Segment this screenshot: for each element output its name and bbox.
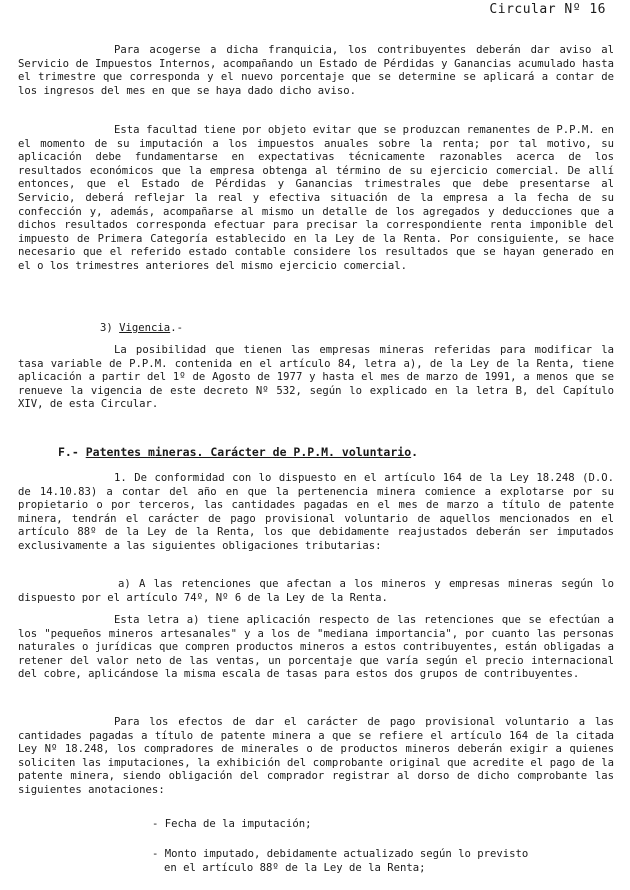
circular-header: Circular Nº 16 (489, 2, 606, 17)
section-label: F.- (58, 445, 79, 459)
paragraph-retenciones (18, 578, 614, 605)
bullet-monto (152, 848, 612, 875)
paragraph-text: La posibilidad que tienen las empresas mineras referidas para modificar la tasa variable de P.P.M. contenida en el artículo 84, letra a), de la Ley de la Renta, tiene aplicación a partir del 1º de Agosto de 1977 y hasta el mes de marzo de 1991, a menos que se renueve la vigencia de este decreto Nº 532, según lo explicado en la letra B, del Capítulo XIV, de esta Circular. (18, 344, 614, 411)
paragraph-text: 1. De conformidad con lo dispuesto en el artículo 164 de la Ley 18.248 (D.O. de 14.10.83) a contar del año en que la pertenencia minera comience a explotarse por su propietario o por terceros, las cantidades pagadas en el mes de marzo a título de patente minera, tendrán el carácter de pago provisional voluntario de aquellos mencionados en el artículo 88º de la Ley de la Renta, los que debidamente reajustados deberán ser imputados exclusivamente a las siguientes obligaciones tributarias: (18, 472, 614, 552)
section-f-heading (58, 446, 578, 460)
heading-tail: .- (170, 322, 183, 334)
paragraph-text: Esta facultad tiene por objeto evitar que se produzcan remanentes de P.P.M. en el momento de su imputación a los impuestos anuales sobre la renta; por tal motivo, su aplicación debe fundamentarse en expectativas técnicamente razonables acerca de los resultados económicos que la empresa obtenga al término de su ejercicio comercial. De allí entonces, que el Estado de Pérdidas y Ganancias trimestrales que debe presentarse al Servicio, deberá reflejar la real y efectiva situación de la empresa a la fecha de su confección y, además, acompañarse al mismo un detalle de los agregados y deducciones que a dichos resultados corresponda efectuar para precisar la correspondiente renta imponible del impuesto de Primera Categoría establecido en la Ley de la Renta. Por consiguiente, se hace necesario que el referido estado contable considere los resultados que se hayan generado en el o los trimestres anteriores del mismo ejercicio comercial. (18, 124, 614, 272)
section-title: Patentes mineras. Carácter de P.P.M. voluntario (85, 445, 412, 459)
paragraph-text: Esta letra a) tiene aplicación respecto de las retenciones que se efectúan a los "pequeños mineros artesanales" y a los de "mediana importancia", por cuanto las personas naturales o jurídicas que compren productos mineros a estos contribuyentes, están obligadas a retener del valor neto de las ventas, un porcentaje que varía según el precio internacional del cobre, aplicándose la misma escala de tasas para estos dos grupos de contribuyentes. (18, 614, 614, 681)
list-item: - Monto imputado, debidamente actualizado según lo previsto (152, 848, 529, 860)
paragraph-text: a) A las retenciones que afectan a los mineros y empresas mineras según lo dispuesto por el artículo 74º, Nº 6 de la Ley de la Renta. (18, 578, 614, 604)
paragraph-text: Para los efectos de dar el carácter de pago provisional voluntario a las cantidades pagadas a título de patente minera a que se refiere el artículo 164 de la citada Ley Nº 18.248, los compradores de minerales o de productos mineros deberán exigir a quienes soliciten las imputaciones, la exhibición del comprobante original que acredite el pago de la patente minera, siendo obligación del comprador registrar al dorso de dicho comprobante las siguientes anotaciones: (18, 716, 614, 796)
section-tail: . (411, 445, 419, 459)
list-item-continuation: en el artículo 88º de la Ley de la Renta; (164, 861, 426, 874)
paragraph-text: Para acogerse a dicha franquicia, los contribuyentes deberán dar aviso al Servicio de Impuestos Internos, acompañando un Estado de Pérdidas y Ganancias acumulado hasta el trimestre que corresponda y el nuevo porcentaje que se determine se aplicará a contar de los ingresos del mes en que se haya dado dicho aviso. (18, 44, 614, 97)
heading-title: Vigencia (119, 322, 171, 334)
paragraph-patentes (18, 472, 614, 554)
paragraph-facultad (18, 124, 614, 274)
paragraph-franquicia (18, 44, 614, 98)
paragraph-efectos (18, 716, 614, 798)
list-item: - Fecha de la imputación; (152, 818, 312, 830)
bullet-fecha (152, 818, 612, 832)
heading-number: 3) (100, 322, 113, 334)
heading-vigencia (100, 322, 500, 336)
paragraph-letra-a (18, 614, 614, 682)
paragraph-vigencia (18, 344, 614, 412)
